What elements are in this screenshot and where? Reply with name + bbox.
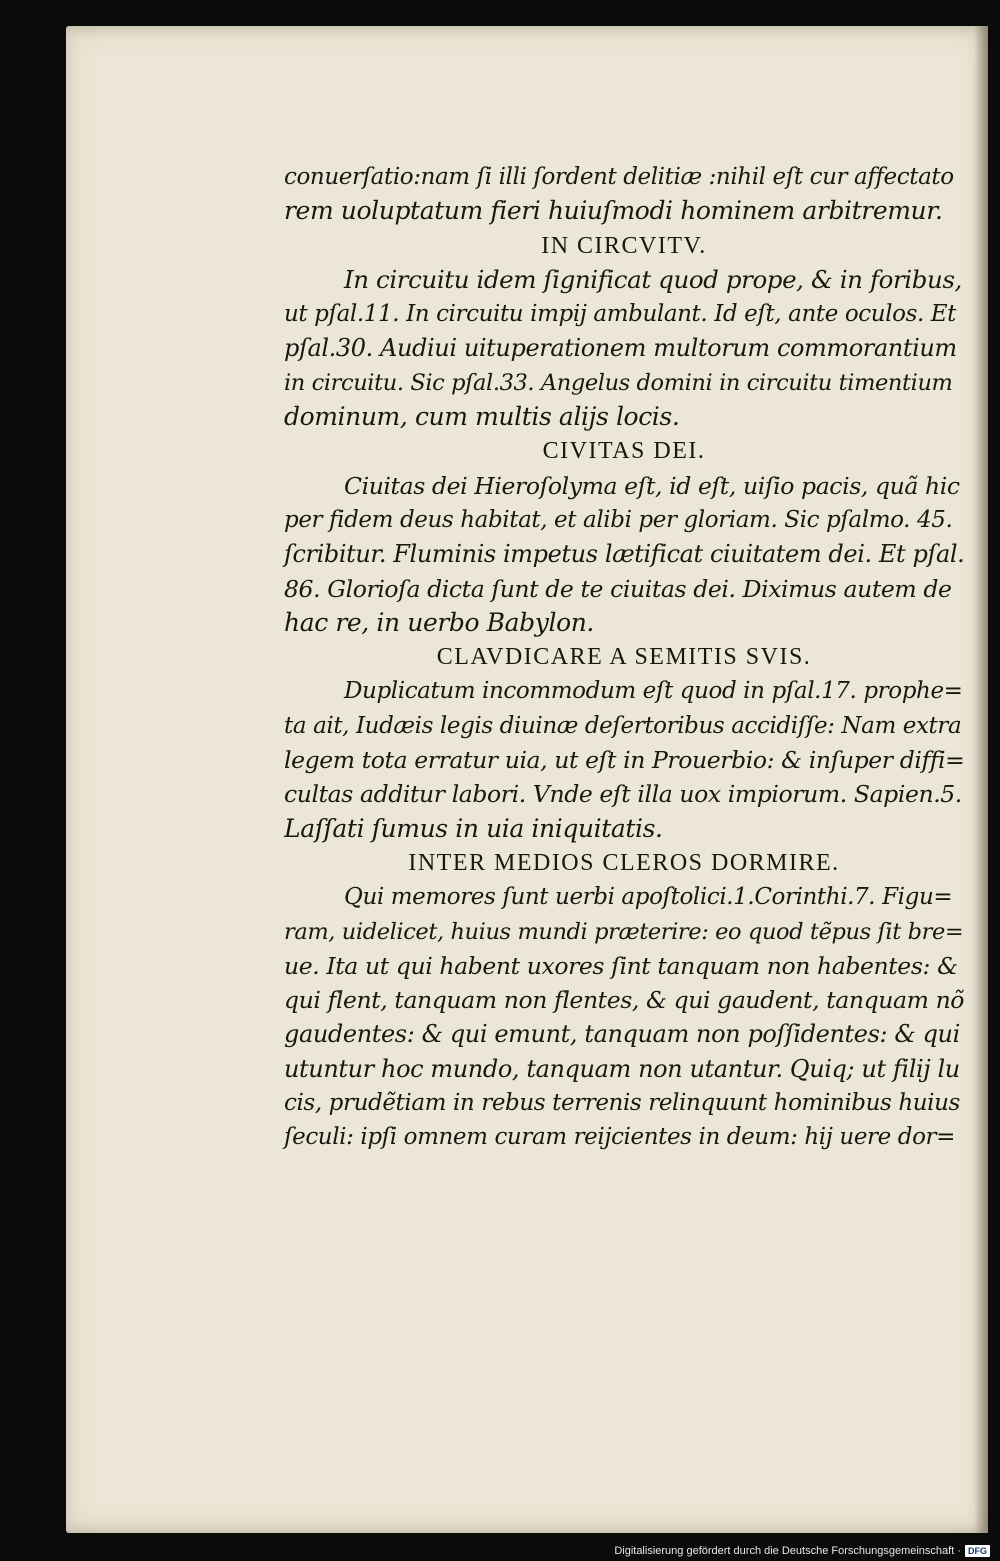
text-line: hac re, in uerbo Babylon. — [284, 607, 594, 637]
text-line: ue. Ita ut qui habent uxores ſint tanquam non habentes: & — [284, 951, 958, 980]
page-edge-shadow — [974, 26, 988, 1533]
text-line: conuerſatio:nam ſi illi ſordent delitiæ :nihil eſt cur affectato — [284, 164, 954, 190]
text-line: Qui memores ſunt uerbi apoſtolici.1.Corinthi.7. Figu= — [344, 884, 953, 911]
text-line: per fidem deus habitat, et alibi per gloriam. Sic pſalmo. 45. — [284, 506, 953, 533]
text-line: dominum, cum multis alijs locis. — [284, 402, 680, 432]
text-line: ut pſal.11. In circuitu impij ambulant. Id eſt, ante oculos. Et — [284, 301, 957, 328]
book-page — [66, 26, 988, 1533]
text-line: qui flent, tanquam non flentes, & qui gaudent, tanquam nõ — [284, 986, 965, 1015]
text-line: ſeculi: ipſi omnem curam reijcientes in deum: hij uere dor= — [284, 1124, 955, 1151]
section-heading: INTER MEDIOS CLEROS DORMIRE. — [408, 849, 840, 876]
text-line: in circuitu. Sic pſal.33. Angelus domini in circuitu timentium — [284, 369, 953, 396]
text-line: gaudentes: & qui emunt, tanquam non poſſidentes: & qui — [284, 1020, 960, 1049]
text-line: legem tota erratur uia, ut eſt in Prouerbio: & inſuper diffi= — [284, 746, 965, 775]
text-line: 86. Glorioſa dicta ſunt de te ciuitas dei. Diximus autem de — [284, 574, 952, 603]
text-line: cis, prudẽtiam in rebus terrenis relinquunt hominibus huius — [284, 1090, 960, 1117]
text-line: Ciuitas dei Hieroſolyma eſt, id eſt, uiſio pacis, quã hic — [344, 471, 960, 500]
text-line: pſal.30. Audiui uituperationem multorum commorantium — [284, 334, 957, 363]
text-line: rem uoluptatum fieri huiuſmodi hominem arbitremur. — [284, 196, 943, 226]
text-line: ta ait, Iudæis legis diuinæ deſertoribus accidiſſe: Nam extra — [284, 712, 962, 739]
credit-text: Digitalisierung gefördert durch die Deutsche Forschungsgemeinschaft · — [614, 1545, 961, 1557]
text-line: ſcribitur. Fluminis impetus lætificat ciuitatem dei. Et pſal. — [284, 540, 965, 569]
page-text-block — [284, 160, 964, 1155]
text-line: In circuitu idem ſignificat quod prope, & in foribus, — [344, 264, 962, 294]
digitization-credit — [614, 1545, 990, 1557]
section-heading: IN CIRCVITV. — [541, 232, 707, 259]
text-line: cultas additur labori. Vnde eſt illa uox impiorum. Sapien.5. — [284, 780, 962, 809]
section-heading: CLAVDICARE A SEMITIS SVIS. — [436, 644, 812, 671]
text-line: Laſſati ſumus in uia iniquitatis. — [284, 813, 663, 843]
text-line: utuntur hoc mundo, tanquam non utantur. Quiq; ut filij lu — [284, 1054, 960, 1083]
dfg-logo: DFG — [965, 1545, 990, 1557]
text-line: ram, uidelicet, huius mundi præterire: eo quod tẽpus ſit bre= — [284, 918, 964, 945]
text-line: Duplicatum incommodum eſt quod in pſal.17. prophe= — [344, 678, 963, 705]
section-heading: CIVITAS DEI. — [542, 438, 706, 465]
